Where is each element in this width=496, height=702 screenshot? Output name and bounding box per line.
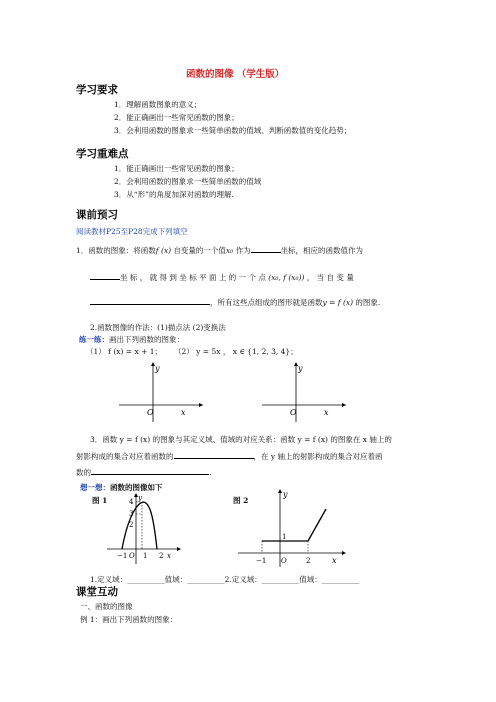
question-3-line-1: 3．函数 y = f (x) 的图象与其定义域、值域的对应关系：函数 y = f (x) 的图象在 x 轴上的 — [90, 435, 392, 444]
question-2: 2.函数图像的作法：(1)描点法 (2)变换法 — [90, 323, 226, 332]
graph2-origin: O — [290, 408, 297, 417]
practice-function-2: （2） y = 5x ， x ∈ {1, 2, 3, 4}； — [174, 347, 298, 356]
section-heading-classroom: 课堂互动 — [76, 586, 118, 598]
fig2-origin: O — [281, 557, 287, 565]
requirement-item-1: 1．理解函数图象的意义； — [114, 100, 202, 109]
classroom-sub-heading: 一、函数的图像 — [80, 602, 133, 611]
section-heading-preview: 课前预习 — [76, 209, 118, 221]
question-3-line-2: 射影构成的集合对应着函数的 ，在 y 轴上的射影构成的集合对应着函 — [76, 452, 383, 461]
question-1-line-1: 1．函数的图象：将函数f (x) 自变量的一个值x₀ 作为 坐标，相应的函数值作为 — [76, 246, 364, 255]
blank-graph-1 — [115, 360, 205, 425]
fig1-tick-2: 2 — [129, 521, 134, 529]
key-point-item-2: 2．会利用函数的图象求一些简单函数的值域 — [114, 177, 262, 186]
blank-domain — [174, 451, 254, 459]
requirement-item-2: 2．能正确画出一些常见函数的图象； — [114, 113, 239, 122]
graph1-x-label: x — [181, 408, 186, 417]
fig2-tick-2: 2 — [306, 557, 311, 565]
key-point-item-1: 1．能正确画出一些常见函数的图象； — [114, 164, 239, 173]
fig1-x-label: x — [167, 552, 171, 560]
graph2-x-label: x — [324, 408, 329, 417]
blank-graph-2 — [258, 360, 348, 425]
requirement-item-3: 3．会利用函数的图象求一些简单函数的值域、判断函数值的变化趋势； — [114, 126, 352, 135]
fig1-origin: O — [129, 552, 135, 560]
fig1-y-label: y — [138, 494, 142, 502]
graph2-y-label: y — [298, 364, 303, 373]
reading-instruction: 阅读教材P25至P28完成下列填空 — [76, 227, 188, 236]
practice-function-1: （1） f (x) = x + 1； — [86, 347, 163, 356]
figure-1-graph — [105, 492, 185, 567]
graph1-y-label: y — [155, 364, 160, 373]
figure-2-graph — [236, 487, 351, 569]
fig1-tick-4: 4 — [129, 498, 134, 506]
blank-3 — [90, 297, 210, 305]
fig1-tick-2x: 2 — [159, 552, 164, 560]
practice-line: 练一练：画出下列函数的图象： — [79, 335, 184, 344]
fig2-y-label: y — [283, 490, 288, 499]
page-title: 函数的图像 （学生版） — [186, 69, 285, 80]
fig1-tick-neg1: −1 — [117, 552, 128, 560]
section-heading-requirements: 学习要求 — [76, 84, 118, 96]
fig2-tick-neg1: −1 — [256, 557, 267, 565]
graph1-origin: O — [147, 408, 154, 417]
key-point-item-3: 3．从“形”的角度加深对函数的理解. — [114, 190, 234, 199]
domain-range-answer-line: 1.定义域：__________值域：__________2.定义域：__________值域：__________ — [90, 575, 360, 584]
fig2-tick-1: 1 — [282, 533, 287, 541]
section-heading-key-points: 学习重难点 — [76, 148, 129, 160]
blank-2 — [90, 272, 120, 280]
question-1-line-2: 坐 标 ， 就 得 到 坐 标 平 面 上 的 一 个 点 (x₀, f (x₀)) ， 当 自 变 量 — [90, 272, 354, 283]
fig2-x-label: x — [332, 556, 337, 565]
question-1-line-3: ，所有这些点组成的图形就是函数y = f (x) 的图象. — [90, 297, 380, 308]
figure-1-label: 图 1 — [92, 496, 108, 505]
fig1-tick-1: 1 — [143, 552, 148, 560]
blank-1 — [251, 245, 281, 253]
question-3-line-3: 数的 . — [76, 468, 212, 477]
think-line: 想一想：函数的图像如下 — [80, 483, 163, 492]
fig1-tick-3: 3 — [129, 510, 134, 518]
blank-range — [91, 467, 209, 475]
figure-2-label: 图 2 — [233, 496, 249, 505]
example-1: 例 1：画出下列函数的图象： — [80, 615, 178, 624]
